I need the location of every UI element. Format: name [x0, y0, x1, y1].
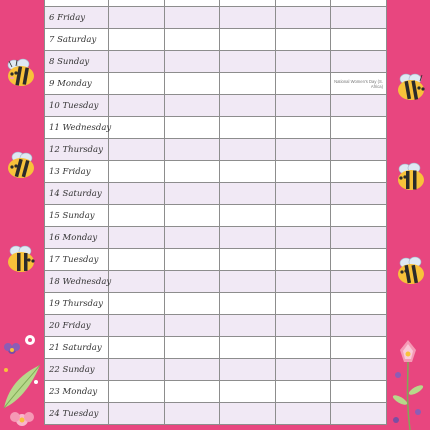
entry-cell[interactable] [164, 337, 220, 359]
calendar-row [45, 249, 387, 271]
entry-cell[interactable] [331, 359, 387, 381]
entry-cell[interactable] [220, 315, 276, 337]
entry-cell[interactable] [109, 403, 165, 425]
entry-cell[interactable] [164, 293, 220, 315]
entry-cell[interactable] [109, 293, 165, 315]
entry-cell[interactable] [331, 293, 387, 315]
calendar-row [45, 7, 387, 29]
entry-cell[interactable] [220, 205, 276, 227]
entry-cell[interactable] [275, 227, 331, 249]
day-label: 8 Sunday [45, 51, 109, 73]
day-label: 21 Saturday [45, 337, 109, 359]
entry-cell[interactable] [331, 403, 387, 425]
bee-icon [394, 72, 428, 102]
entry-cell[interactable] [220, 227, 276, 249]
calendar-row [45, 205, 387, 227]
entry-cell[interactable] [164, 7, 220, 29]
entry-cell[interactable] [164, 227, 220, 249]
entry-cell[interactable] [275, 7, 331, 29]
entry-cell[interactable] [331, 51, 387, 73]
calendar-row [45, 95, 387, 117]
entry-cell[interactable] [109, 117, 165, 139]
day-label: 14 Saturday [45, 183, 109, 205]
entry-cell[interactable] [275, 73, 331, 95]
calendar-row [45, 29, 387, 51]
entry-cell[interactable] [164, 381, 220, 403]
flower-icon [4, 343, 20, 354]
calendar-row [45, 403, 387, 425]
calendar-row [45, 315, 387, 337]
entry-cell[interactable] [220, 183, 276, 205]
entry-cell[interactable] [275, 249, 331, 271]
entry-cell[interactable] [109, 73, 165, 95]
entry-cell[interactable] [109, 381, 165, 403]
entry-cell[interactable] [109, 315, 165, 337]
entry-cell[interactable] [164, 403, 220, 425]
entry-cell[interactable] [331, 161, 387, 183]
calendar-row [45, 381, 387, 403]
entry-cell[interactable] [109, 29, 165, 51]
entry-cell[interactable] [275, 381, 331, 403]
entry-cell[interactable] [220, 29, 276, 51]
bee-icon [4, 58, 38, 88]
flower-icon [10, 412, 34, 426]
entry-cell[interactable] [109, 7, 165, 29]
entry-cell[interactable] [164, 183, 220, 205]
flower-decoration-left [0, 320, 44, 430]
entry-cell[interactable] [331, 381, 387, 403]
family-calendar-table [44, 0, 387, 425]
entry-cell[interactable] [164, 117, 220, 139]
entry-cell[interactable] [331, 7, 387, 29]
entry-cell[interactable] [275, 403, 331, 425]
day-label: 15 Sunday [45, 205, 109, 227]
entry-cell[interactable] [220, 403, 276, 425]
entry-cell[interactable] [164, 139, 220, 161]
calendar-row [45, 139, 387, 161]
entry-cell[interactable] [109, 51, 165, 73]
entry-cell[interactable] [220, 51, 276, 73]
entry-cell[interactable] [220, 359, 276, 381]
entry-cell[interactable] [109, 139, 165, 161]
calendar-row [45, 117, 387, 139]
entry-cell[interactable] [331, 117, 387, 139]
entry-cell[interactable] [109, 337, 165, 359]
entry-cell[interactable] [220, 7, 276, 29]
day-label: 7 Saturday [45, 29, 109, 51]
entry-cell[interactable] [220, 117, 276, 139]
day-label: 9 Monday [45, 73, 109, 95]
entry-cell[interactable] [331, 315, 387, 337]
flower-decoration-right [386, 330, 430, 430]
day-label: 22 Sunday [45, 359, 109, 381]
bee-icon [4, 244, 38, 274]
entry-cell[interactable] [164, 271, 220, 293]
day-label: 20 Friday [45, 315, 109, 337]
entry-cell[interactable] [331, 205, 387, 227]
entry-cell[interactable] [220, 293, 276, 315]
entry-cell[interactable] [275, 117, 331, 139]
entry-cell[interactable] [220, 249, 276, 271]
calendar-row [45, 73, 387, 95]
bee-icon [4, 150, 38, 180]
entry-cell[interactable] [109, 95, 165, 117]
calendar-row [45, 161, 387, 183]
entry-cell[interactable] [275, 271, 331, 293]
entry-cell[interactable] [109, 227, 165, 249]
flower-icon [400, 340, 416, 362]
entry-cell[interactable] [164, 359, 220, 381]
entry-cell[interactable] [164, 161, 220, 183]
entry-cell[interactable] [220, 73, 276, 95]
entry-cell[interactable] [109, 249, 165, 271]
entry-cell[interactable] [109, 183, 165, 205]
entry-cell[interactable] [275, 51, 331, 73]
entry-cell[interactable] [164, 205, 220, 227]
entry-cell[interactable] [164, 95, 220, 117]
entry-cell[interactable] [331, 29, 387, 51]
entry-cell[interactable] [220, 139, 276, 161]
day-label: 24 Tuesday [45, 403, 109, 425]
entry-cell[interactable] [275, 315, 331, 337]
entry-cell[interactable] [331, 73, 387, 95]
entry-cell[interactable] [220, 95, 276, 117]
entry-cell[interactable] [275, 95, 331, 117]
bottom-border [44, 426, 386, 430]
bee-icon [394, 162, 428, 192]
entry-cell[interactable] [331, 271, 387, 293]
day-label: 17 Tuesday [45, 249, 109, 271]
day-label: 23 Monday [45, 381, 109, 403]
entry-cell[interactable] [331, 183, 387, 205]
entry-cell[interactable] [109, 205, 165, 227]
entry-cell[interactable] [275, 29, 331, 51]
entry-cell[interactable] [220, 271, 276, 293]
day-label: 18 Wednesday [45, 271, 109, 293]
day-label: 19 Thursday [45, 293, 109, 315]
day-label: 11 Wednesday [45, 117, 109, 139]
day-label: 12 Thursday [45, 139, 109, 161]
calendar-row [45, 183, 387, 205]
entry-cell[interactable] [275, 183, 331, 205]
entry-cell[interactable] [275, 293, 331, 315]
entry-cell[interactable] [109, 359, 165, 381]
day-label: 10 Tuesday [45, 95, 109, 117]
entry-cell[interactable] [220, 337, 276, 359]
entry-cell[interactable] [331, 227, 387, 249]
entry-cell[interactable] [275, 139, 331, 161]
day-label: 13 Friday [45, 161, 109, 183]
calendar-row [45, 337, 387, 359]
entry-cell[interactable] [164, 73, 220, 95]
calendar-row [45, 271, 387, 293]
entry-cell[interactable] [109, 271, 165, 293]
entry-cell[interactable] [164, 249, 220, 271]
entry-cell[interactable] [331, 139, 387, 161]
entry-cell[interactable] [164, 29, 220, 51]
bee-icon [394, 256, 428, 286]
entry-cell[interactable] [331, 249, 387, 271]
holiday-note: National Women's Day (S. Africa) [334, 78, 383, 89]
day-label: 6 Friday [45, 7, 109, 29]
leaf-icon [4, 365, 40, 408]
entry-cell[interactable] [275, 161, 331, 183]
flower-icon [25, 335, 35, 345]
calendar-row [45, 51, 387, 73]
calendar-row [45, 227, 387, 249]
entry-cell[interactable] [331, 337, 387, 359]
entry-cell[interactable] [275, 337, 331, 359]
day-label: 16 Monday [45, 227, 109, 249]
entry-cell[interactable] [220, 381, 276, 403]
entry-cell[interactable] [109, 161, 165, 183]
entry-cell[interactable] [164, 315, 220, 337]
calendar-row [45, 293, 387, 315]
entry-cell[interactable] [275, 205, 331, 227]
entry-cell[interactable] [220, 161, 276, 183]
entry-cell[interactable] [331, 95, 387, 117]
entry-cell[interactable] [164, 51, 220, 73]
entry-cell[interactable] [275, 359, 331, 381]
calendar-row [45, 359, 387, 381]
